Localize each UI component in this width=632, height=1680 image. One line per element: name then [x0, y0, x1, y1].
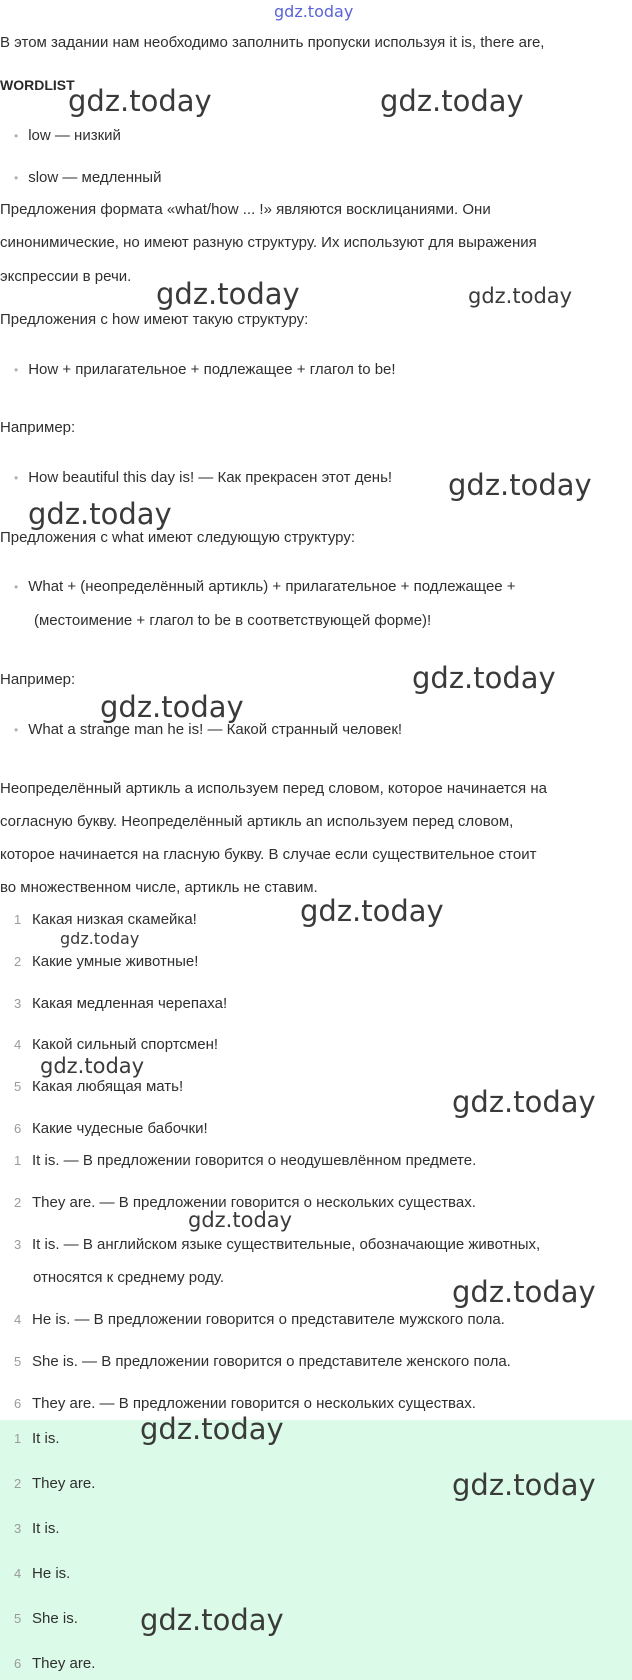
wordlist-title: WORDLIST — [0, 77, 75, 93]
answer-item: 6 They are. — [14, 1655, 96, 1672]
translation-item: 1 Какая низкая скамейка! — [14, 911, 197, 928]
how-intro: Предложения с how имеют такую структуру: — [0, 311, 309, 328]
explanation-item: 3 It is. — В английском языке существительные, обозначающие животных, — [14, 1236, 541, 1253]
paragraph-line: синонимические, но имеют разную структуру. Их используют для выражения — [0, 234, 537, 251]
paragraph-line: Неопределённый артикль a используем перед словом, которое начинается на — [0, 780, 547, 797]
translation-item: 2 Какие умные животные! — [14, 953, 199, 970]
explanation-item: 1 It is. — В предложении говорится о неодушевлённом предмете. — [14, 1152, 477, 1169]
answer-item: 2 They are. — [14, 1475, 96, 1492]
wordlist-item: • slow — медленный — [14, 169, 161, 186]
what-intro: Предложения с what имеют следующую структуру: — [0, 529, 356, 546]
watermark: gdz.today — [140, 1603, 284, 1637]
explanation-item: 2 They are. — В предложении говорится о нескольких существах. — [14, 1194, 476, 1211]
answer-item: 5 She is. — [14, 1610, 78, 1627]
watermark: gdz.today — [300, 894, 444, 928]
answer-block — [0, 1420, 632, 1680]
answer-item: 4 He is. — [14, 1565, 71, 1582]
paragraph-line: которое начинается на гласную букву. В случае если существительное стоит — [0, 846, 537, 863]
watermark: gdz.today — [140, 1412, 284, 1446]
watermark: gdz.today — [468, 284, 573, 308]
explanation-item: 6 They are. — В предложении говорится о нескольких существах. — [14, 1395, 476, 1412]
watermark: gdz.today — [448, 468, 592, 502]
watermark: gdz.today — [412, 661, 556, 695]
explanation-item: 4 He is. — В предложении говорится о представителе мужского пола. — [14, 1311, 505, 1328]
explanation-cont: относятся к среднему роду. — [33, 1269, 225, 1286]
paragraph-line: во множественном числе, артикль не ставим. — [0, 879, 318, 896]
how-example: • How beautiful this day is! — Как прекрасен этот день! — [14, 469, 392, 486]
translation-item: 4 Какой сильный спортсмен! — [14, 1036, 219, 1053]
watermark: gdz.today — [452, 1468, 596, 1502]
watermark: gdz.today — [156, 277, 300, 311]
translation-item: 5 Какая любящая мать! — [14, 1078, 184, 1095]
watermark: gdz.today — [452, 1085, 596, 1119]
intro-text: В этом задании нам необходимо заполнить пропуски используя it is, there are, — [0, 34, 545, 51]
paragraph-line: Предложения формата «what/how ... !» являются восклицаниями. Они — [0, 201, 491, 218]
explanation-item: 5 She is. — В предложении говорится о представителе женского пола. — [14, 1353, 511, 1370]
watermark: gdz.today — [100, 690, 244, 724]
watermark: gdz.today — [28, 497, 172, 531]
answer-item: 3 It is. — [14, 1520, 60, 1537]
paragraph-line: согласную букву. Неопределённый артикль an используем перед словом, — [0, 813, 514, 830]
answer-item: 1 It is. — [14, 1430, 60, 1447]
what-example: • What a strange man he is! — Какой странный человек! — [14, 721, 402, 738]
header-watermark: gdz.today — [274, 2, 354, 21]
how-structure: • How + прилагательное + подлежащее + глагол to be! — [14, 361, 396, 378]
translation-item: 6 Какие чудесные бабочки! — [14, 1120, 208, 1137]
watermark: gdz.today — [452, 1275, 596, 1309]
example-label: Например: — [0, 419, 76, 436]
wordlist-item: • low — низкий — [14, 127, 121, 144]
what-structure-cont: (местоимение + глагол to be в соответствующей форме)! — [34, 612, 432, 629]
example-label: Например: — [0, 671, 76, 688]
watermark: gdz.today — [40, 1054, 145, 1078]
paragraph-line: экспрессии в речи. — [0, 268, 132, 285]
translation-item: 3 Какая медленная черепаха! — [14, 995, 228, 1012]
watermark: gdz.today — [60, 929, 140, 948]
watermark: gdz.today — [68, 84, 212, 118]
what-structure: • What + (неопределённый артикль) + прилагательное + подлежащее + — [14, 578, 516, 595]
watermark: gdz.today — [380, 84, 524, 118]
watermark: gdz.today — [188, 1208, 293, 1232]
